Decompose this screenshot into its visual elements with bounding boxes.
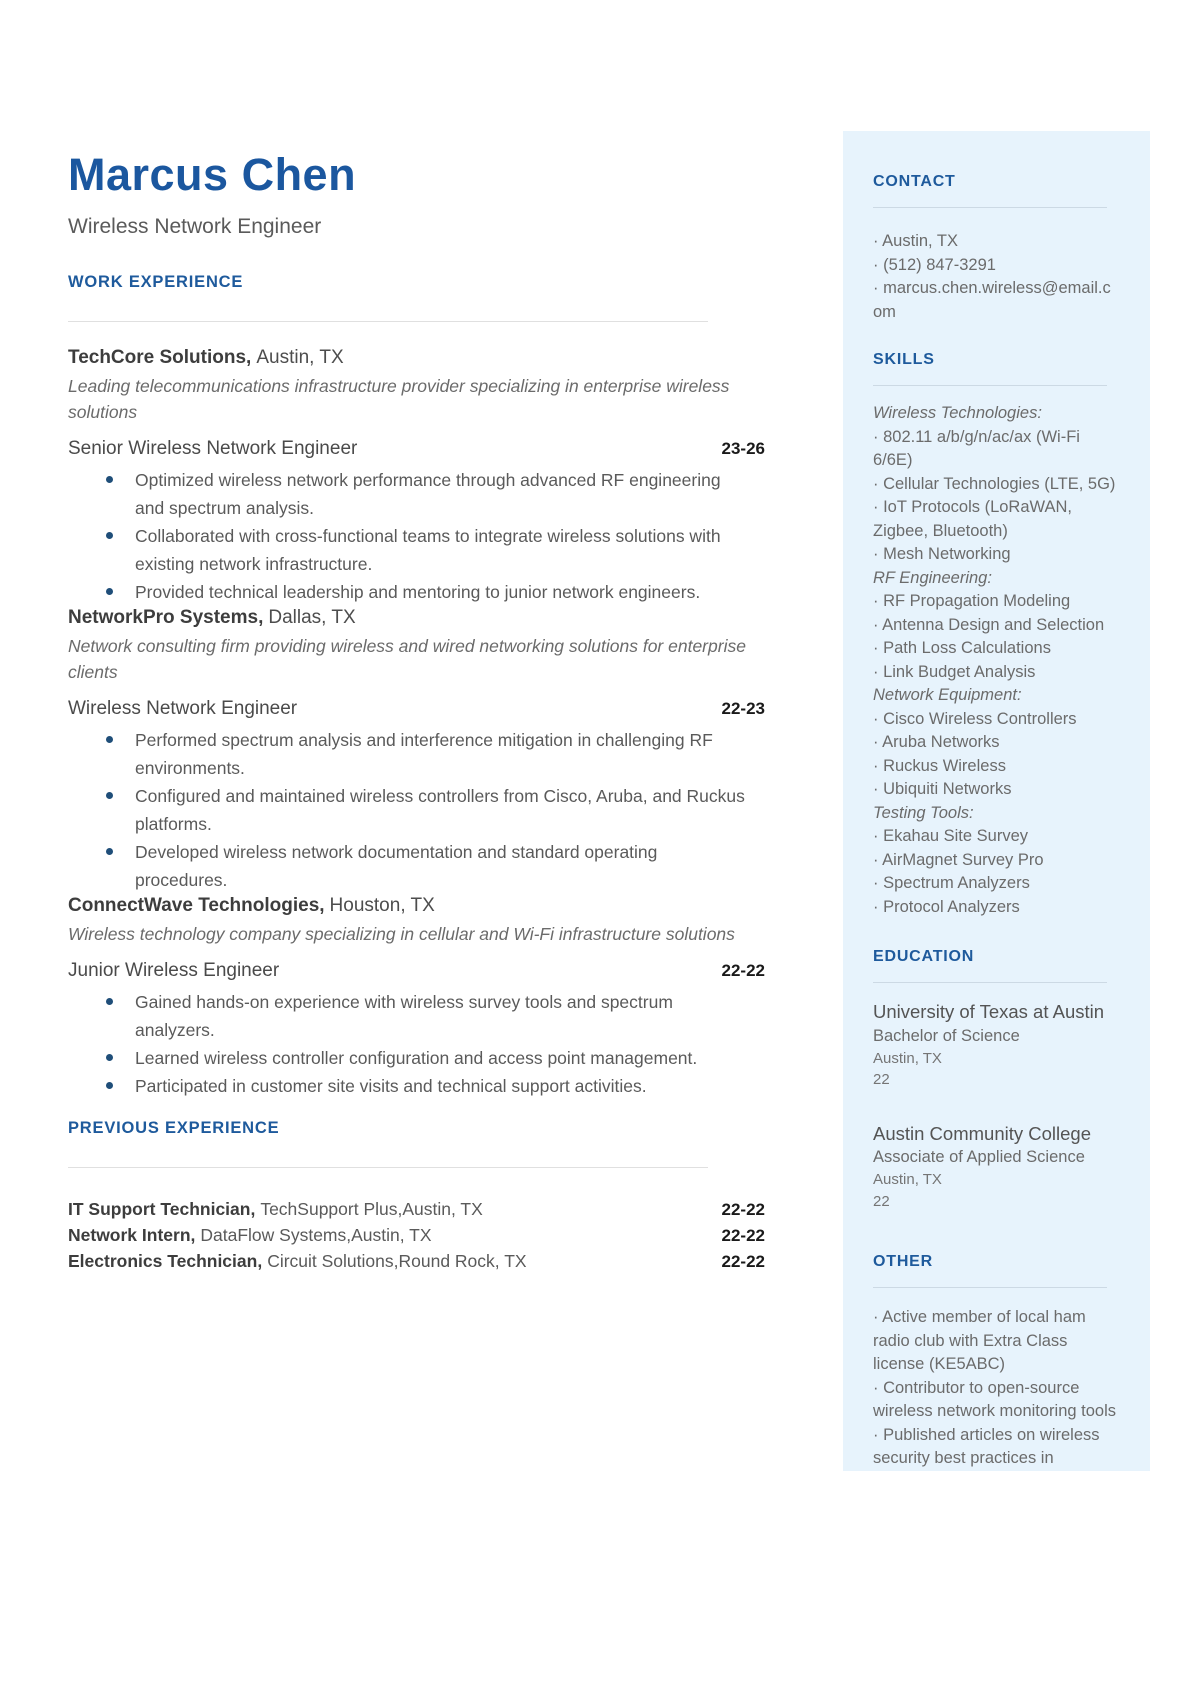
skills-groups	[873, 402, 1117, 919]
skill-item: · Path Loss Calculations	[873, 637, 1117, 661]
previous-role-title: IT Support Technician,	[68, 1199, 256, 1219]
role-block	[68, 437, 765, 606]
company-block	[68, 606, 765, 894]
company-description: Network consulting firm providing wireless and wired networking solutions for enterprise clients	[68, 636, 746, 682]
company-description: Leading telecommunications infrastructure provider specializing in enterprise wireless solutions	[68, 376, 730, 422]
work-experience-heading: WORK EXPERIENCE	[68, 273, 244, 291]
previous-role-dates: 22-22	[721, 1200, 765, 1219]
contact-item: · marcus.chen.wireless@email.com	[873, 277, 1117, 324]
previous-experience-text	[68, 1196, 483, 1222]
skill-item: · 802.11 a/b/g/n/ac/ax (Wi-Fi 6/6E)	[873, 426, 1117, 473]
company-name: TechCore Solutions,	[68, 347, 252, 368]
previous-experience-text	[68, 1248, 527, 1274]
sidebar	[843, 131, 1150, 1471]
contact-item: · Austin, TX	[873, 230, 1117, 254]
company-name: NetworkPro Systems,	[68, 607, 264, 628]
person-name: Marcus Chen	[68, 149, 357, 200]
contact-list	[873, 230, 1117, 324]
role-bullet-list	[68, 726, 765, 894]
school-year: 22	[873, 1192, 890, 1210]
section-divider	[68, 321, 708, 322]
other-heading: OTHER	[873, 1253, 933, 1270]
education-list	[873, 999, 1117, 1212]
section-divider	[68, 1167, 708, 1168]
role-bullet: Performed spectrum analysis and interference mitigation in challenging RF environments.	[68, 726, 765, 782]
company-location: Dallas, TX	[268, 607, 356, 628]
skill-group-label: Testing Tools:	[873, 803, 974, 822]
company-line	[68, 606, 765, 629]
company-line	[68, 346, 765, 369]
role-title: Senior Wireless Network Engineer	[68, 438, 358, 459]
sidebar-divider	[873, 1287, 1107, 1288]
contact-section	[873, 172, 1117, 324]
role-dates: 22-23	[721, 699, 765, 718]
previous-experience-row	[68, 1222, 765, 1248]
school-location: Austin, TX	[873, 1171, 942, 1188]
other-item: · Active member of local ham radio club with Extra Class license (KE5ABC)	[873, 1306, 1117, 1377]
previous-role-detail: DataFlow Systems,Austin, TX	[200, 1225, 432, 1245]
skill-item: · Cisco Wireless Controllers	[873, 708, 1117, 732]
school-location: Austin, TX	[873, 1049, 942, 1067]
skill-item: · Link Budget Analysis	[873, 661, 1117, 685]
work-experience-list	[68, 346, 765, 1100]
skill-group-label: Network Equipment:	[873, 686, 1022, 704]
skill-item: · Ekahau Site Survey	[873, 825, 1117, 849]
skill-group-label: Wireless Technologies:	[873, 404, 1042, 422]
company-name: ConnectWave Technologies,	[68, 895, 325, 916]
company-block	[68, 894, 765, 1100]
previous-experience-row	[68, 1196, 765, 1222]
skill-item: · AirMagnet Survey Pro	[873, 849, 1117, 873]
skill-items	[873, 590, 1117, 684]
skill-group	[873, 567, 1117, 685]
role-dates: 22-22	[721, 961, 765, 980]
company-block	[68, 346, 765, 606]
role-block	[68, 697, 765, 894]
company-location: Austin, TX	[256, 347, 344, 368]
education-heading: EDUCATION	[873, 948, 975, 965]
skill-item: · Protocol Analyzers	[873, 896, 1117, 920]
other-list	[873, 1306, 1117, 1471]
role-bullet: Collaborated with cross-functional teams to integrate wireless solutions with existing network infrastructure.	[68, 522, 765, 578]
role-bullet: Provided technical leadership and mentoring to junior network engineers.	[68, 578, 765, 606]
school-name: Austin Community College	[873, 1122, 1091, 1144]
other-section	[873, 1252, 1117, 1471]
skill-item: · Mesh Networking	[873, 543, 1117, 567]
skills-heading: SKILLS	[873, 351, 935, 368]
skill-group-label: RF Engineering:	[873, 568, 992, 587]
previous-experience-text	[68, 1222, 432, 1248]
skill-group	[873, 684, 1117, 802]
role-block	[68, 959, 765, 1100]
role-bullet: Optimized wireless network performance through advanced RF engineering and spectrum analysis.	[68, 466, 765, 522]
role-list	[68, 697, 765, 894]
education-entry	[873, 1121, 1117, 1213]
skill-items	[873, 825, 1117, 919]
role-bullet: Learned wireless controller configuration and access point management.	[68, 1044, 765, 1072]
sidebar-divider	[873, 982, 1107, 983]
company-description: Wireless technology company specializing in cellular and Wi-Fi infrastructure solutions	[68, 924, 735, 944]
school-degree: Associate of Applied Science	[873, 1148, 1085, 1166]
education-section	[873, 947, 1117, 1212]
role-bullet: Participated in customer site visits and technical support activities.	[68, 1072, 765, 1100]
skill-item: · Cellular Technologies (LTE, 5G)	[873, 473, 1117, 497]
role-list	[68, 437, 765, 606]
previous-role-title: Electronics Technician,	[68, 1251, 263, 1271]
role-bullet-list	[68, 988, 765, 1100]
previous-role-detail: Circuit Solutions,Round Rock, TX	[267, 1251, 527, 1271]
skill-item: · Ubiquiti Networks	[873, 778, 1117, 802]
skill-item: · Aruba Networks	[873, 731, 1117, 755]
school-year: 22	[873, 1071, 890, 1088]
education-entry	[873, 999, 1117, 1091]
contact-heading: CONTACT	[873, 173, 956, 190]
previous-role-dates: 22-22	[721, 1226, 765, 1245]
skill-item: · RF Propagation Modeling	[873, 590, 1117, 614]
company-line	[68, 894, 765, 917]
school-name: University of Texas at Austin	[873, 1001, 1105, 1022]
skill-group	[873, 802, 1117, 920]
role-header	[68, 697, 765, 720]
role-title: Wireless Network Engineer	[68, 698, 298, 719]
role-header	[68, 959, 765, 982]
main-column	[68, 149, 765, 1274]
sidebar-divider	[873, 207, 1107, 208]
previous-role-dates: 22-22	[721, 1252, 765, 1271]
role-header	[68, 437, 765, 460]
skill-item: · Antenna Design and Selection	[873, 614, 1117, 638]
contact-item: · (512) 847-3291	[873, 254, 1117, 278]
role-bullet: Developed wireless network documentation and standard operating procedures.	[68, 838, 765, 894]
school-degree: Bachelor of Science	[873, 1026, 1020, 1045]
previous-experience-row	[68, 1248, 765, 1274]
role-bullet-list	[68, 466, 765, 606]
sidebar-divider	[873, 385, 1107, 386]
skill-items	[873, 426, 1117, 567]
role-bullet: Gained hands-on experience with wireless survey tools and spectrum analyzers.	[68, 988, 765, 1044]
skill-item: · Ruckus Wireless	[873, 755, 1117, 779]
other-item: · Contributor to open-source wireless network monitoring tools	[873, 1377, 1117, 1424]
previous-role-detail: TechSupport Plus,Austin, TX	[260, 1199, 483, 1219]
skill-items	[873, 708, 1117, 802]
previous-experience-heading: PREVIOUS EXPERIENCE	[68, 1119, 280, 1137]
role-list	[68, 959, 765, 1100]
previous-experience-list	[68, 1196, 765, 1274]
role-bullet: Configured and maintained wireless controllers from Cisco, Aruba, and Ruckus platforms.	[68, 782, 765, 838]
skill-group	[873, 402, 1117, 567]
role-title: Junior Wireless Engineer	[68, 960, 280, 981]
skill-item: · Spectrum Analyzers	[873, 872, 1117, 896]
other-item: · Published articles on wireless security best practices in	[873, 1424, 1117, 1471]
role-dates: 23-26	[721, 439, 765, 458]
skill-item: · IoT Protocols (LoRaWAN, Zigbee, Bluetooth)	[873, 496, 1117, 543]
company-location: Houston, TX	[329, 895, 435, 916]
previous-role-title: Network Intern,	[68, 1225, 196, 1245]
person-job-title: Wireless Network Engineer	[68, 215, 322, 238]
skills-section	[873, 350, 1117, 919]
